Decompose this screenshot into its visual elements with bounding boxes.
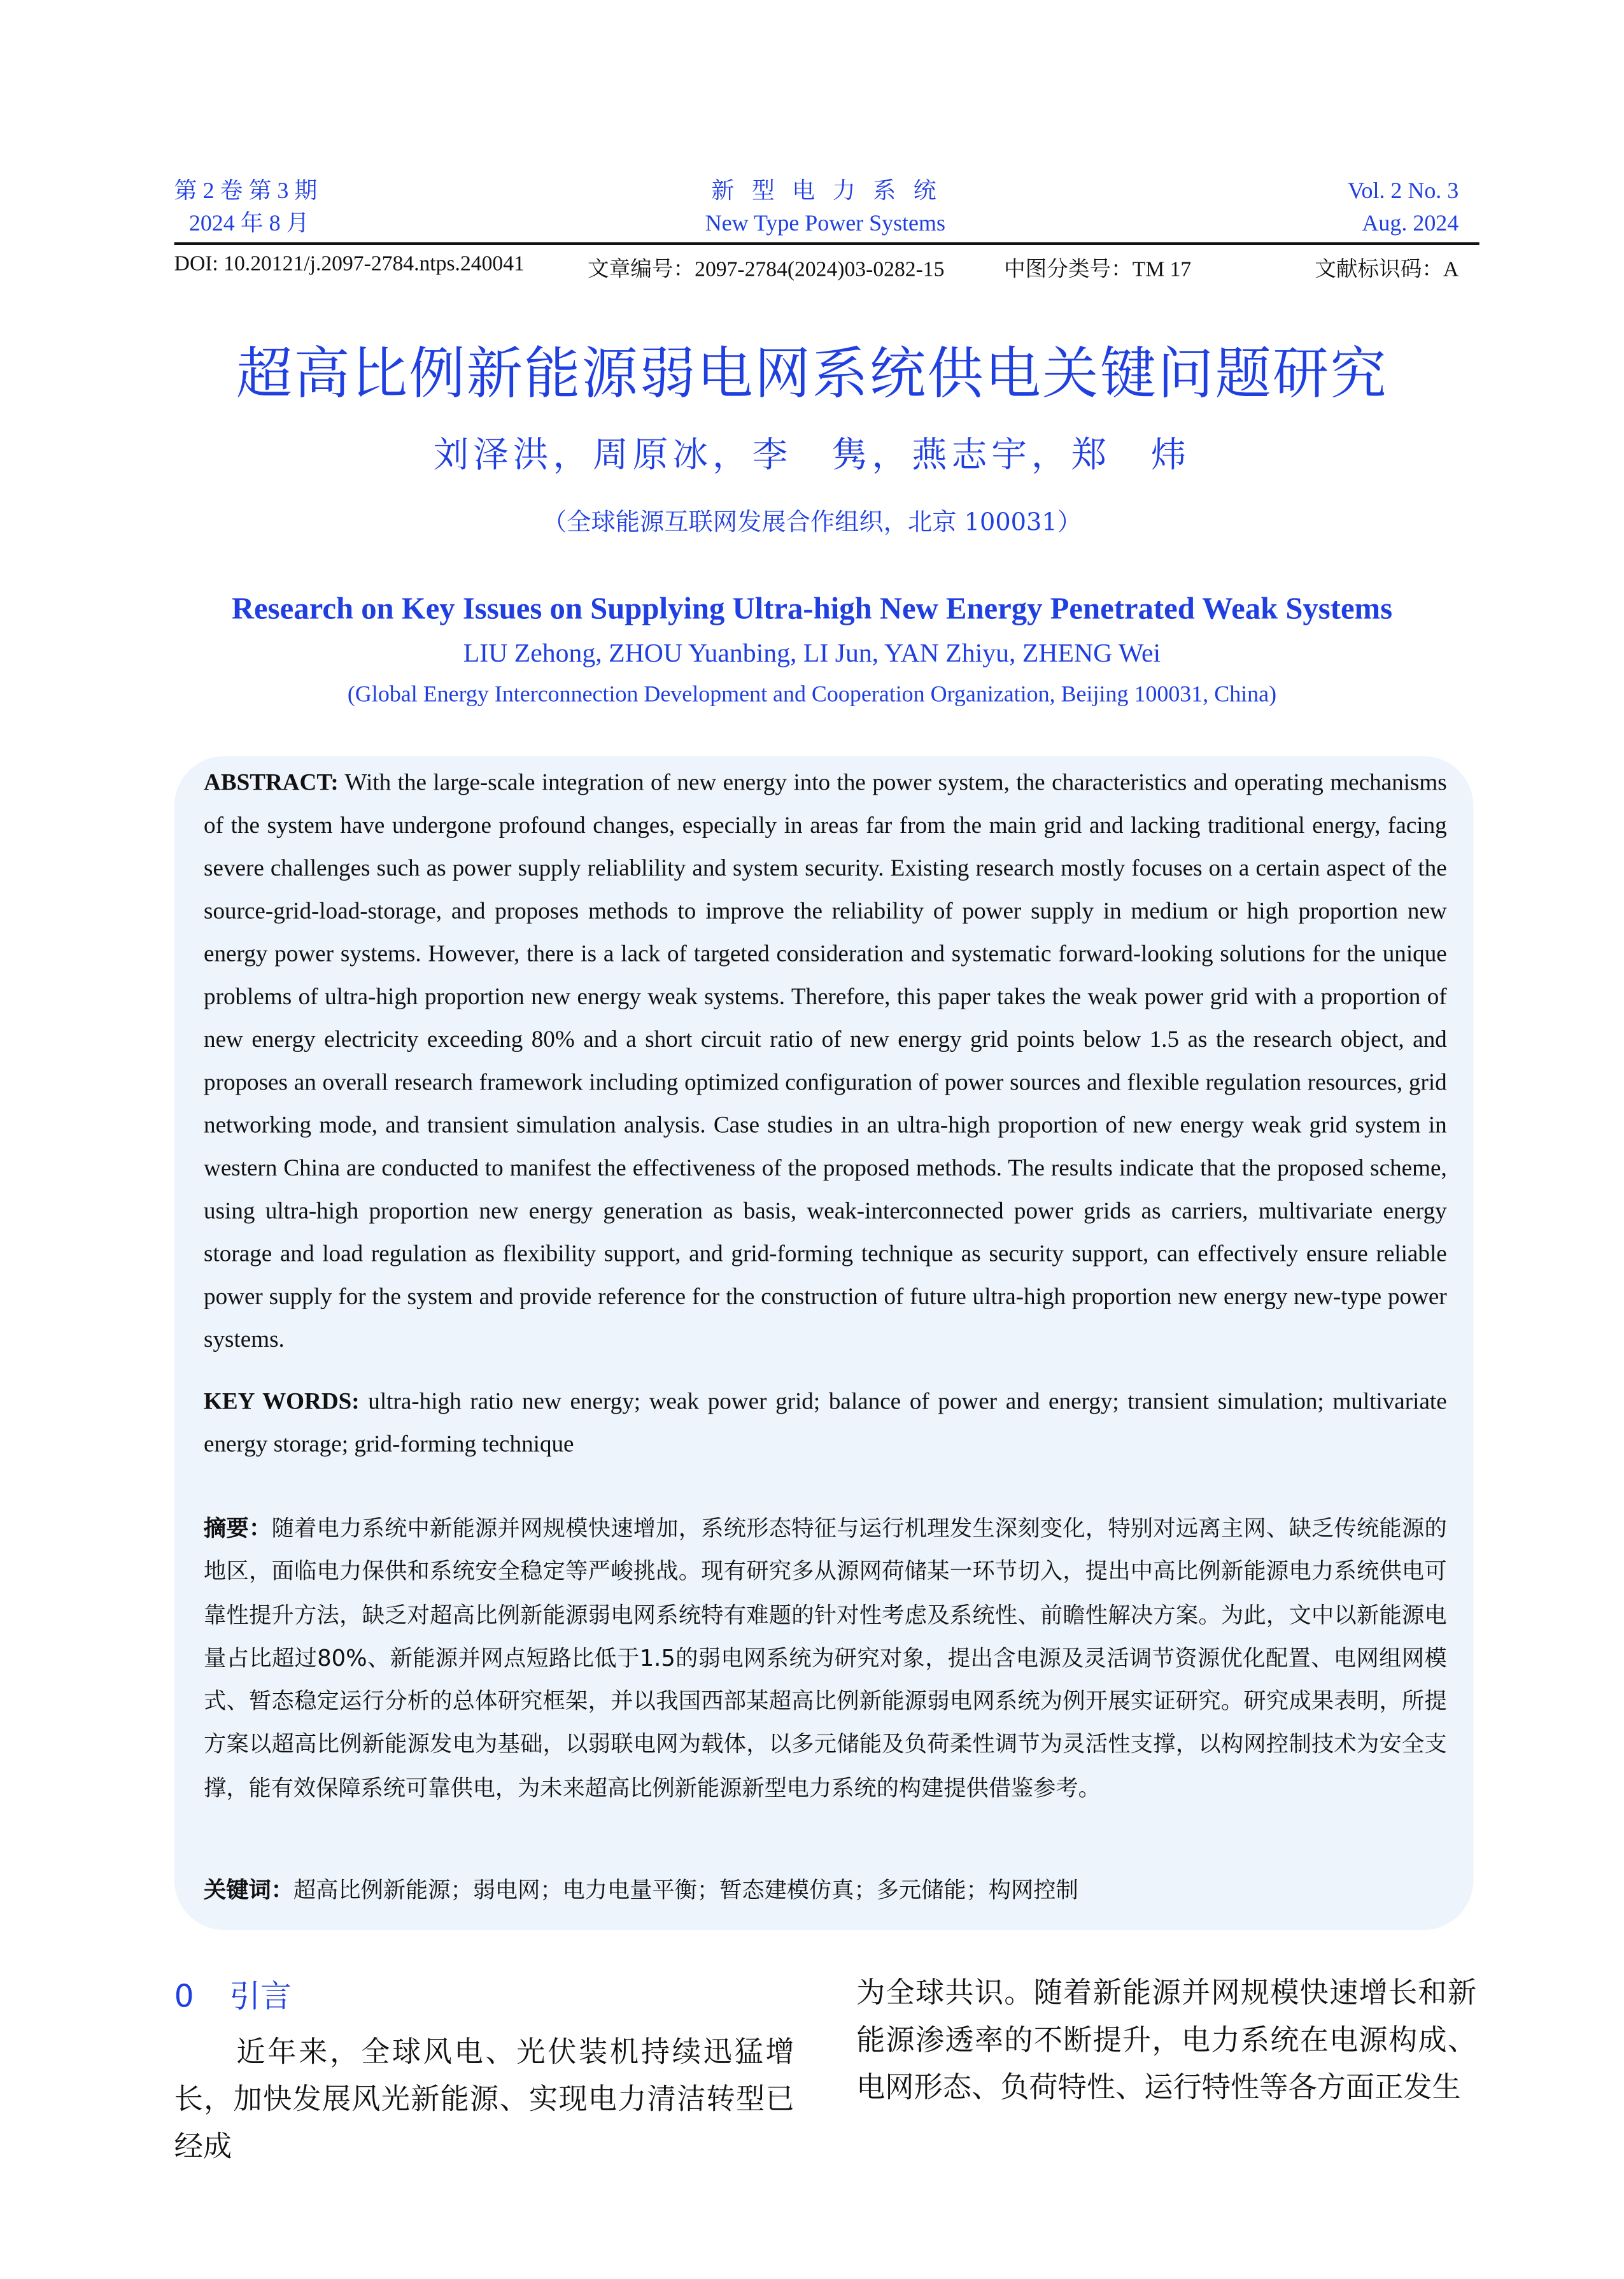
section-number: 0 xyxy=(174,1978,194,2015)
abstract-cn-text: 随着电力系统中新能源并网规模快速增加，系统形态特征与运行机理发生深刻变化，特别对远离主网、缺乏传统能源的地区，面临电力保供和系统安全稳定等严峻挑战。现有研究多从源网荷储某一环节切入，提出中高比例新能源电力系统供电可靠性提升方法，缺乏对超高比例新能源弱电网系统特有难题的针对性考虑及系统性、前瞻性解决方案。为此，文中以新能源电量占比超过80%、新能源并网点短路比低于1.5的弱电网系统为研究对象，提出含电源及灵活调节资源优化配置、电网组网模式、暂态稳定运行分析的总体研究框架，并以我国西部某超高比例新能源弱电网系统为例开展实证研究。研究成果表明，所提方案以超高比例新能源发电为基础，以弱联电网为载体，以多元储能及负荷柔性调节为灵活性支撑，以构网控制技术为安全支撑，能有效保障系统可靠供电，为未来超高比例新能源新型电力系统的构建提供借鉴参考。 xyxy=(204,1515,1447,1801)
title-cn: 超高比例新能源弱电网系统供电关键问题研究 xyxy=(236,341,1388,406)
article-number: 文章编号：2097-2784(2024)03-0282-15 xyxy=(588,258,945,282)
authors-en: LIU Zehong, ZHOU Yuanbing, LI Jun, YAN Zhiyu, ZHENG Wei xyxy=(463,637,1161,668)
issue-date-cn: 2024 年 8 月 xyxy=(188,211,309,237)
keywords-text: ultra-high ratio new energy; weak power grid; balance of power and energy; transient simulation; multivariate energy storage; grid-forming technique xyxy=(204,1389,1447,1458)
keywords-label: KEY WORDS: xyxy=(204,1389,360,1415)
keywords-cn-text: 超高比例新能源；弱电网；电力电量平衡；暂态建模仿真；多元储能；构网控制 xyxy=(293,1877,1078,1904)
keywords-cn-label: 关键词： xyxy=(204,1877,293,1904)
section-title: 引言 xyxy=(229,1978,292,2015)
keywords-cn xyxy=(204,1870,1447,1913)
abstract-en xyxy=(204,762,1447,1362)
abstract-cn xyxy=(204,1508,1447,1811)
clc-number: 中图分类号：TM 17 xyxy=(1003,258,1192,282)
abstract-label: ABSTRACT: xyxy=(204,770,339,796)
volume-en: Vol. 2 No. 3 xyxy=(1348,178,1459,204)
document-code: 文献标识码：A xyxy=(1315,258,1459,282)
keywords-en xyxy=(204,1381,1447,1466)
journal-name-cn: 新 型 电 力 系 统 xyxy=(711,178,943,204)
abstract-text: With the large-scale integration of new energy into the power system, the characteristics and operating mechanisms of the system have undergone profound changes, especially in areas far from the main grid and lacking traditional energy, facing severe challenges such as power supply reliablility and system security. Existing research mostly focuses on a certain aspect of the source-grid-load-storage, and proposes methods to improve the reliability of power supply in medium or high proportion new energy power systems. However, there is a lack of targeted consideration and systematic forward-looking solutions for the unique problems of ultra-high proportion new energy weak systems. Therefore, this paper takes the weak power grid with a proportion of new energy electricity exceeding 80% and a short circuit ratio of new energy grid points below 1.5 as the research object, and proposes an overall research framework including optimized configuration of power sources and flexible regulation resources, grid networking mode, and transient simulation analysis. Case studies in an ultra-high proportion of new energy weak grid system in western China are conducted to manifest the effectiveness of the proposed methods. The results indicate that the proposed scheme, using ultra-high proportion new energy generation as basis, weak-interconnected power grids as carriers, multivariate energy storage and load regulation as flexibility support, and grid-forming technique as security support, can effectively ensure reliable power supply for the system and provide reference for the construction of future ultra-high proportion new energy new-type power systems. xyxy=(204,770,1447,1353)
affiliation-cn: （全球能源互联网发展合作组织，北京 100031） xyxy=(542,508,1082,536)
authors-cn: 刘泽洪，周原冰，李 隽，燕志宇，郑 炜 xyxy=(433,434,1191,476)
body-left-column: 近年来，全球风电、光伏装机持续迅猛增长，加快发展风光新能源、实现电力清洁转型已经成 xyxy=(174,2034,794,2164)
abstract-cn-label: 摘要： xyxy=(204,1515,272,1542)
body-right-column: 为全球共识。随着新能源并网规模快速增长和新能源渗透率的不断提升，电力系统在电源构成、电网形态、负荷特性、运行特性等各方面正发生 xyxy=(856,1975,1477,2105)
doi: DOI: 10.20121/j.2097-2784.ntps.240041 xyxy=(174,252,525,276)
issue-date-en: Aug. 2024 xyxy=(1362,211,1459,237)
title-en: Research on Key Issues on Supplying Ultra-high New Energy Penetrated Weak Systems xyxy=(231,590,1393,627)
header-rule xyxy=(174,242,1479,245)
section-heading xyxy=(174,1973,292,2017)
journal-name-en: New Type Power Systems xyxy=(705,211,945,237)
affiliation-en: (Global Energy Interconnection Development and Cooperation Organization, Beijing 100031, China) xyxy=(347,682,1277,707)
volume-issue: 第 2 卷 第 3 期 xyxy=(174,178,318,204)
